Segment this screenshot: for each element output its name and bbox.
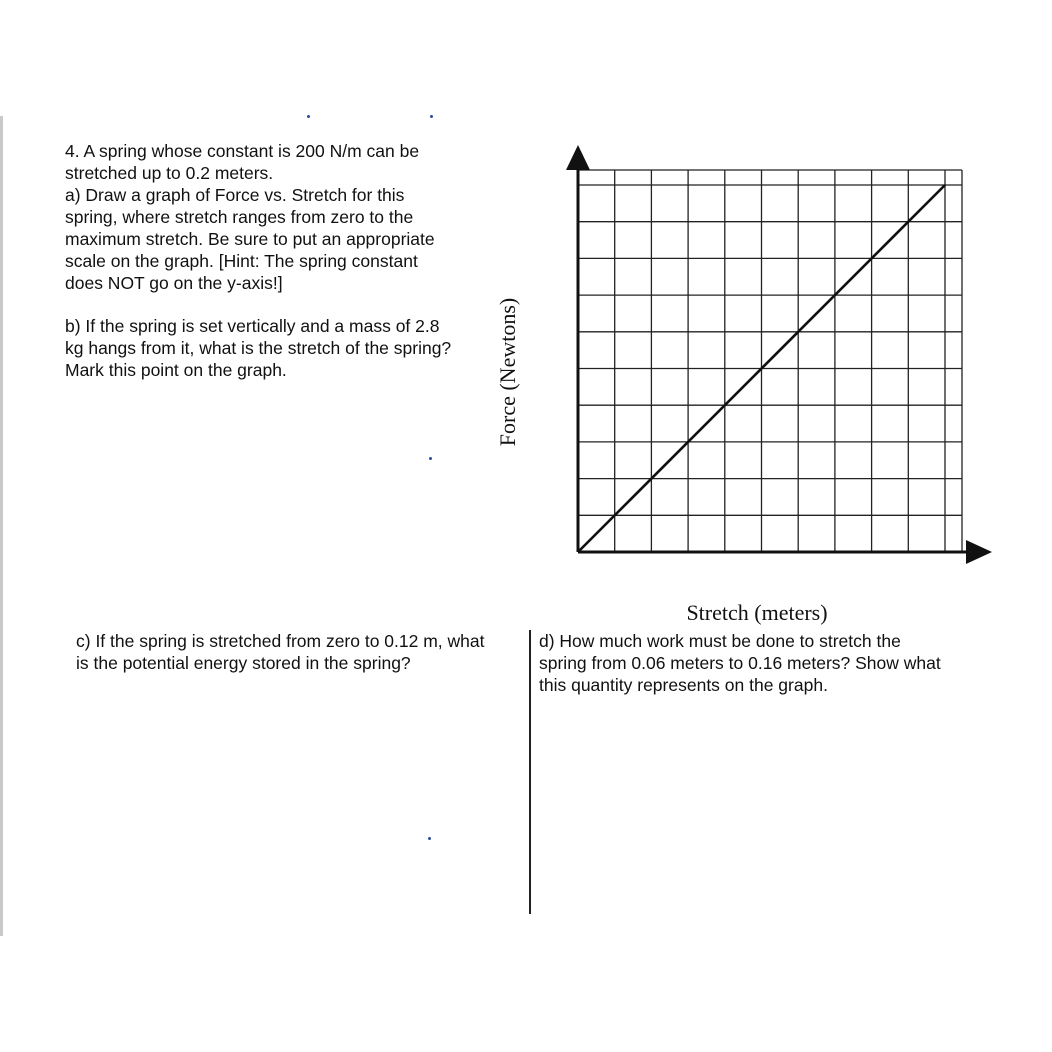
x-axis-arrowhead	[966, 540, 992, 564]
text-line: c) If the spring is stretched from zero to 0.12 m, what	[76, 631, 485, 651]
text-line: spring from 0.06 meters to 0.16 meters? Show what	[539, 653, 941, 673]
text-line: d) How much work must be done to stretch the	[539, 631, 901, 651]
text-line: is the potential energy stored in the spring?	[76, 653, 411, 673]
text-line: does NOT go on the y-axis!]	[65, 273, 283, 293]
text-line: stretched up to 0.2 meters.	[65, 163, 274, 183]
text-line: 4. A spring whose constant is 200 N/m can be	[65, 141, 420, 161]
x-axis-label: Stretch (meters)	[686, 600, 828, 625]
y-axis-label-text: Force (Newtons)	[495, 297, 520, 447]
text-line: Mark this point on the graph.	[65, 360, 287, 380]
text-line: maximum stretch. Be sure to put an appropriate	[65, 229, 435, 249]
y-axis-arrowhead	[566, 145, 590, 170]
text-line: kg hangs from it, what is the stretch of the spring?	[65, 338, 452, 358]
text-line: this quantity represents on the graph.	[539, 675, 828, 695]
text-line: a) Draw a graph of Force vs. Stretch for this	[65, 185, 405, 205]
text-line: b) If the spring is set vertically and a mass of 2.8	[65, 316, 440, 336]
text-line: scale on the graph. [Hint: The spring constant	[65, 251, 418, 271]
text-line: spring, where stretch ranges from zero to the	[65, 207, 414, 227]
